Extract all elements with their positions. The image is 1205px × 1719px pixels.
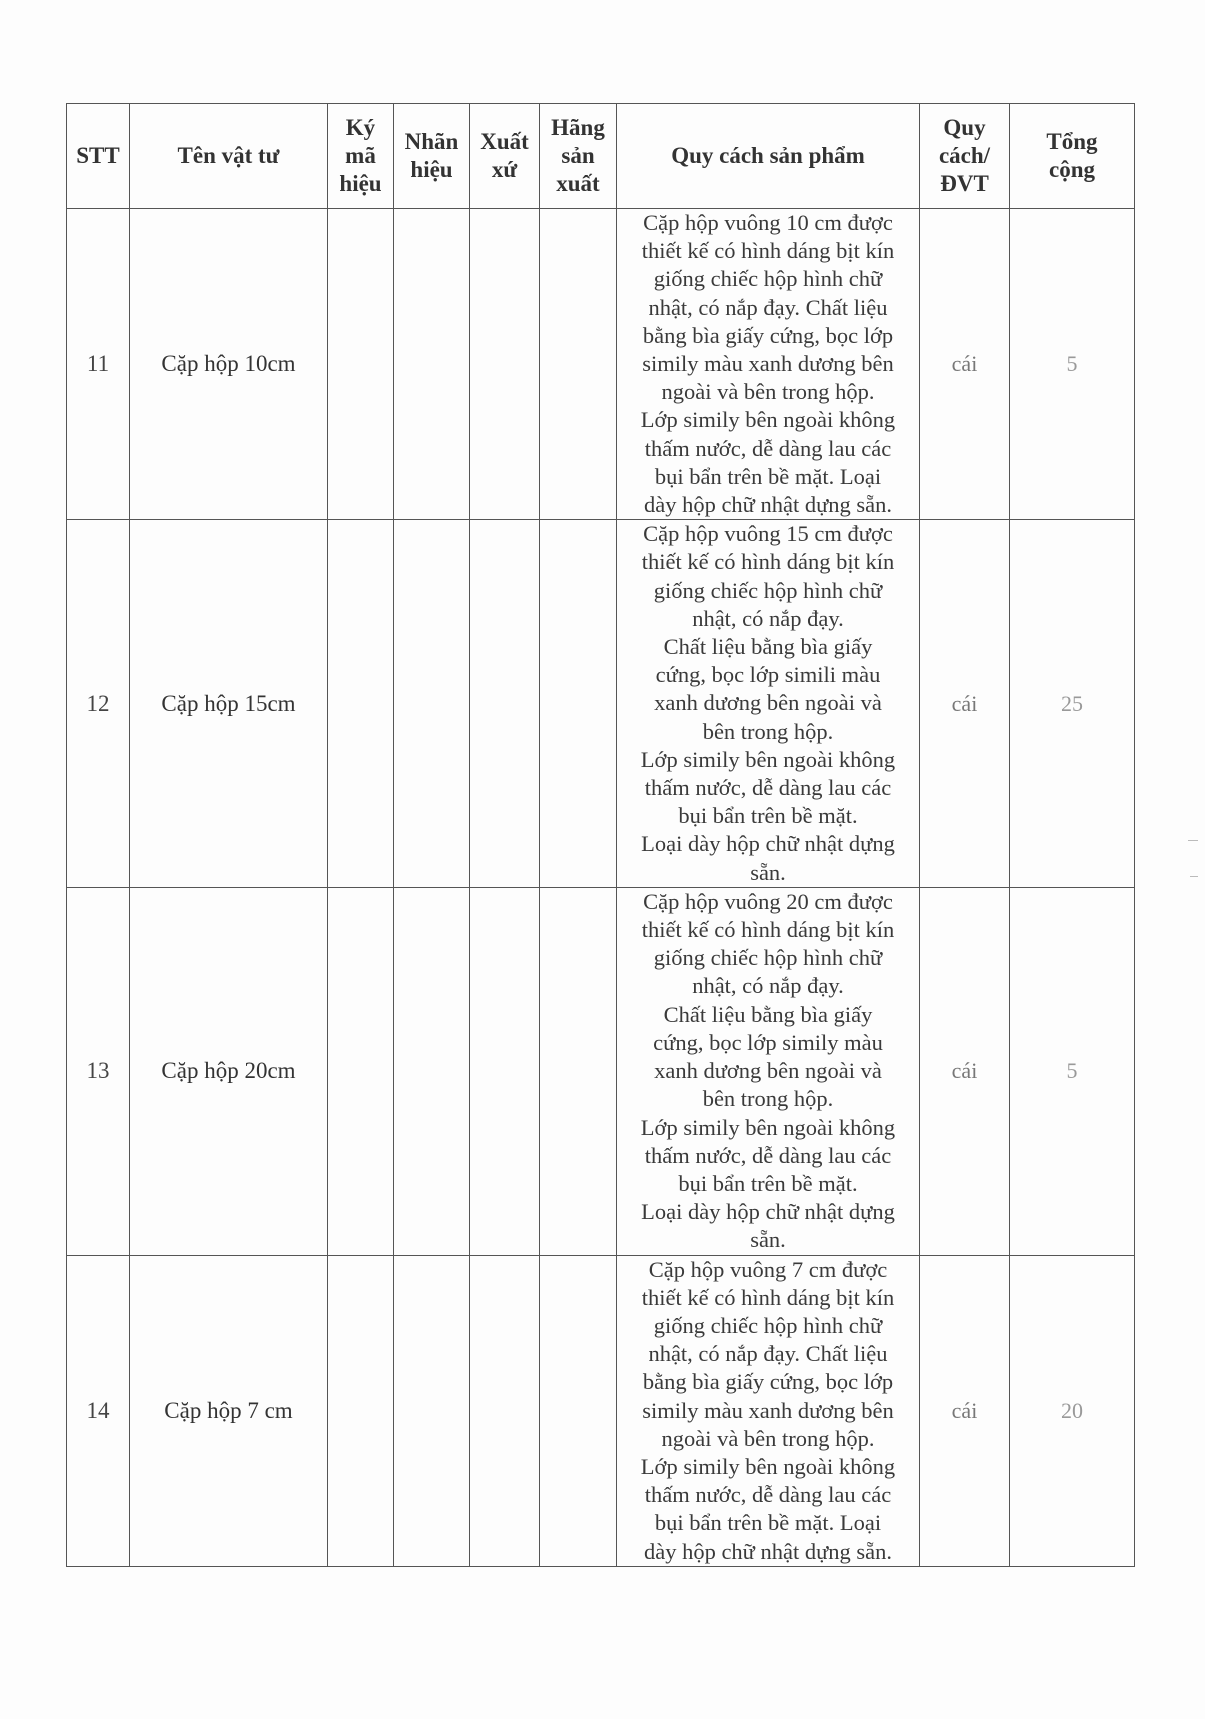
text-line: Cặp hộp vuông 7 cm được (648, 1256, 888, 1282)
row-stt: 13 (67, 887, 130, 1255)
scan-mark (1188, 840, 1198, 841)
text-line: ĐVT (940, 171, 989, 196)
row-brand (394, 1255, 470, 1566)
text-line: cách/ (938, 143, 991, 168)
text-line: Lớp simily bên ngoài không (640, 746, 896, 772)
text-line: nhật, có nắp đạy. (692, 605, 844, 631)
header-total (1010, 104, 1135, 209)
row-origin (470, 520, 540, 888)
text-line: sẵn. (750, 859, 786, 885)
table-row (67, 887, 1135, 1255)
row-code (328, 520, 394, 888)
table-row (67, 1255, 1135, 1566)
text-line: dày hộp chữ nhật dựng sẵn. (643, 1538, 893, 1564)
row-item-name: Cặp hộp 7 cm (130, 1255, 328, 1566)
row-total: 20 (1010, 1255, 1135, 1566)
text-line: Hãng (551, 115, 605, 140)
text-line: Xuất (480, 129, 529, 154)
product-spec-table (66, 103, 1135, 1567)
row-total: 25 (1010, 520, 1135, 888)
row-total: 5 (1010, 887, 1135, 1255)
text-line: Tổng (1046, 129, 1098, 154)
text-line: giống chiếc hộp hình chữ (653, 266, 883, 292)
text-line: cứng, bọc lớp simily màu (653, 1029, 883, 1055)
header-brand (394, 104, 470, 209)
text-line: hiệu (339, 171, 382, 196)
text-line: cứng, bọc lớp simili màu (655, 662, 881, 688)
row-code (328, 209, 394, 520)
text-line: cộng (1049, 157, 1095, 182)
text-line: Loại dày hộp chữ nhật dựng (641, 831, 895, 857)
text-line: Ký (345, 115, 376, 140)
row-item-name: Cặp hộp 10cm (130, 209, 328, 520)
row-code (328, 887, 394, 1255)
row-unit: cái (920, 887, 1010, 1255)
row-brand (394, 520, 470, 888)
row-maker (540, 209, 617, 520)
header-code (328, 104, 394, 209)
text-line: hiệu (410, 157, 453, 182)
text-line: nhật, có nắp đạy. Chất liệu (648, 1341, 888, 1367)
text-line: Lớp simily bên ngoài không (640, 1453, 896, 1479)
row-unit: cái (920, 1255, 1010, 1566)
row-maker (540, 1255, 617, 1566)
text-line: thiết kế có hình dáng bịt kín (641, 549, 895, 575)
row-spec (617, 1255, 920, 1566)
text-line: giống chiếc hộp hình chữ (653, 1312, 883, 1338)
text-line: simily màu xanh dương bên (642, 351, 894, 377)
text-line: Quy (943, 115, 986, 140)
scan-mark (1190, 876, 1198, 877)
text-line: xanh dương bên ngoài và (654, 690, 882, 716)
header-name: Tên vật tư (130, 104, 328, 209)
text-line: Nhãn (404, 129, 459, 154)
header-stt: STT (67, 104, 130, 209)
row-spec (617, 887, 920, 1255)
text-line: bằng bìa giấy cứng, bọc lớp (642, 1369, 894, 1395)
text-line: nhật, có nắp đạy. Chất liệu (648, 294, 888, 320)
text-line: Lớp simily bên ngoài không (640, 407, 896, 433)
text-line: ngoài và bên trong hộp. (661, 1425, 875, 1451)
row-brand (394, 209, 470, 520)
text-line: bên trong hộp. (702, 1086, 834, 1112)
text-line: bụi bẩn trên bề mặt. (678, 1170, 858, 1196)
text-line: simily màu xanh dương bên (642, 1397, 894, 1423)
header-spec: Quy cách sản phẩm (617, 104, 920, 209)
text-line: xuất (556, 171, 600, 196)
text-line: ngoài và bên trong hộp. (661, 379, 875, 405)
text-line: nhật, có nắp đạy. (692, 973, 844, 999)
text-line: thiết kế có hình dáng bịt kín (641, 238, 895, 264)
header-origin (470, 104, 540, 209)
text-line: bụi bẩn trên bề mặt. (678, 803, 858, 829)
row-code (328, 1255, 394, 1566)
text-line: Lớp simily bên ngoài không (640, 1114, 896, 1140)
text-line: giống chiếc hộp hình chữ (653, 945, 883, 971)
row-stt: 14 (67, 1255, 130, 1566)
text-line: Cặp hộp vuông 10 cm được (643, 210, 893, 235)
text-line: bụi bẩn trên bề mặt. Loại (654, 1510, 882, 1536)
text-line: thấm nước, dễ dàng lau các (644, 1482, 892, 1508)
text-line: thấm nước, dễ dàng lau các (644, 775, 892, 801)
row-maker (540, 887, 617, 1255)
row-origin (470, 1255, 540, 1566)
text-line: giống chiếc hộp hình chữ (653, 577, 883, 603)
row-brand (394, 887, 470, 1255)
row-maker (540, 520, 617, 888)
text-line: xanh dương bên ngoài và (654, 1058, 882, 1084)
row-unit: cái (920, 520, 1010, 888)
text-line: Loại dày hộp chữ nhật dựng (641, 1199, 895, 1225)
header-unit (920, 104, 1010, 209)
table-row (67, 520, 1135, 888)
text-line: bằng bìa giấy cứng, bọc lớp (642, 322, 894, 348)
text-line: Chất liệu bằng bìa giấy (663, 634, 873, 660)
text-line: Chất liệu bằng bìa giấy (663, 1001, 873, 1027)
text-line: Cặp hộp vuông 15 cm được (643, 521, 893, 547)
row-spec (617, 520, 920, 888)
text-line: thấm nước, dễ dàng lau các (644, 1142, 892, 1168)
text-line: sẵn. (750, 1227, 786, 1253)
text-line: thấm nước, dễ dàng lau các (644, 435, 892, 461)
row-unit: cái (920, 209, 1010, 520)
row-item-name: Cặp hộp 15cm (130, 520, 328, 888)
text-line: thiết kế có hình dáng bịt kín (641, 917, 895, 943)
row-total: 5 (1010, 209, 1135, 520)
text-line: bên trong hộp. (702, 718, 834, 744)
text-line: bụi bẩn trên bề mặt. Loại (654, 463, 882, 489)
text-line: sản (561, 143, 595, 168)
header-maker (540, 104, 617, 209)
row-origin (470, 209, 540, 520)
table-row (67, 209, 1135, 520)
row-item-name: Cặp hộp 20cm (130, 887, 328, 1255)
text-line: mã (345, 143, 376, 168)
row-stt: 12 (67, 520, 130, 888)
text-line: Cặp hộp vuông 20 cm được (643, 888, 893, 914)
text-line: dày hộp chữ nhật dựng sẵn. (643, 492, 893, 518)
row-stt: 11 (67, 209, 130, 520)
text-line: thiết kế có hình dáng bịt kín (641, 1284, 895, 1310)
row-origin (470, 887, 540, 1255)
text-line: xứ (491, 157, 518, 182)
header-row (67, 104, 1135, 209)
row-spec (617, 209, 920, 520)
